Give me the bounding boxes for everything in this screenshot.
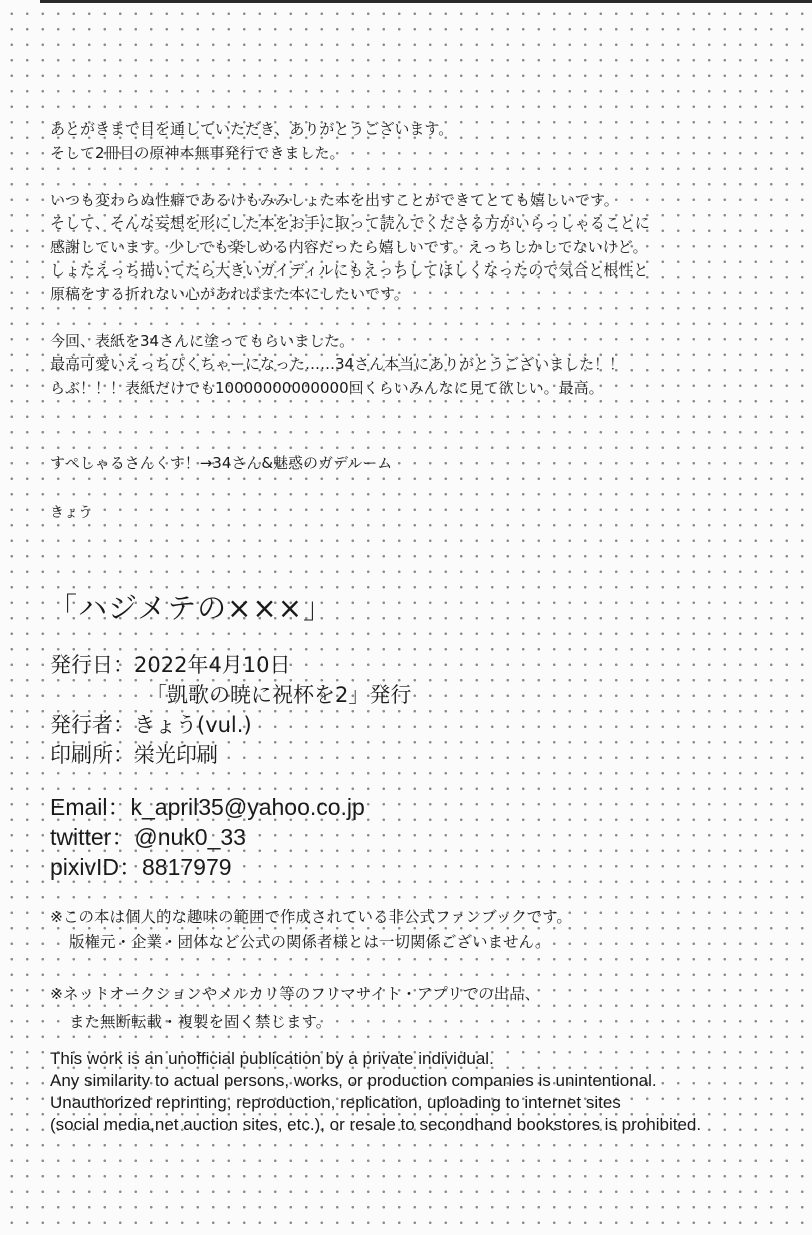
- afterword-line: そして2冊目の原神本無事発行できました。: [50, 143, 345, 162]
- colophon: [50, 650, 411, 770]
- paragraph-gap: [50, 165, 650, 189]
- resale-notice: [50, 980, 540, 1036]
- contacts: [50, 792, 365, 882]
- disclaimer-line: (social media,net auction sites, etc.), or resale to secondhand bookstores is prohibited.: [50, 1115, 702, 1134]
- author-signature: きょう: [50, 505, 92, 521]
- english-disclaimer: [50, 1048, 701, 1136]
- contact-pixiv: pixivID：8817979: [50, 854, 232, 880]
- disclaimer-line: Unauthorized reprinting, reproduction, replication, uploading to internet sites: [50, 1093, 621, 1112]
- paragraph-gap: [50, 306, 650, 330]
- contact-twitter: twitter：@nuk0_33: [50, 824, 246, 850]
- afterword-line: 原稿をする折れない心があればまた本にしたいです。: [50, 284, 409, 303]
- unofficial-notice: [50, 905, 572, 955]
- event-name: 「凱歌の暁に祝杯を2」発行: [146, 683, 412, 707]
- book-title: 「ハジメテの×××」: [48, 591, 334, 625]
- afterword-line: そして、そんな妄想を形にした本をお手に取って読んでくださる方がいらっしゃることに: [50, 214, 650, 232]
- afterword-line: あとがきまで目を通していただき、ありがとうございます。: [50, 120, 454, 138]
- printer: 印刷所：栄光印刷: [50, 743, 218, 767]
- afterword-line: いつも変わらぬ性癖であるけもみみしょた本を出すことができてとても嬉しいです。: [50, 190, 619, 209]
- notice-line: ※この本は個人的な趣味の範囲で作成されている非公式ファンブックです。: [50, 908, 572, 926]
- page-top-border: [40, 0, 812, 3]
- afterword-line: 最高可愛いえっちぴくちゃーになった……34さん本当にありがとうございました！！: [50, 355, 625, 373]
- notice-line: 版権元・企業・団体など公式の関係者様とは一切関係ございません。: [69, 933, 551, 951]
- notice-line: また無断転載・複製を固く禁じます。: [69, 1013, 332, 1031]
- afterword-line: らぶ！！！表紙だけでも10000000000000回くらいみんなに見て欲しい。最高。: [50, 378, 604, 397]
- notice-line: ※ネットオークションやメルカリ等のフリマサイト・アプリでの出品、: [50, 985, 541, 1003]
- afterword-line: しょたえっち描いてたら大きいガイディルにもえっちしてほしくなったので気合と根性と: [50, 261, 649, 279]
- issue-date: 発行日：2022年4月10日: [50, 653, 291, 677]
- special-thanks: すぺしゃるさんくす！→34さん&魅惑のガデルーム: [50, 454, 393, 472]
- disclaimer-line: This work is an unofficial publication by a private individual.: [50, 1049, 494, 1068]
- contact-email: Email：k_april35@yahoo.co.jp: [50, 794, 365, 820]
- publisher: 発行者：きょう(vul.): [50, 713, 252, 737]
- disclaimer-line: Any similarity to actual persons, works, or production companies is unintentional.: [50, 1071, 657, 1090]
- afterword-line: 今回、表紙を34さんに塗ってもらいました。: [50, 331, 355, 350]
- afterword: [50, 118, 650, 400]
- afterword-line: 感謝しています。少しでも楽しめる内容だったら嬉しいです。えっちしかしてないけど。: [50, 237, 648, 256]
